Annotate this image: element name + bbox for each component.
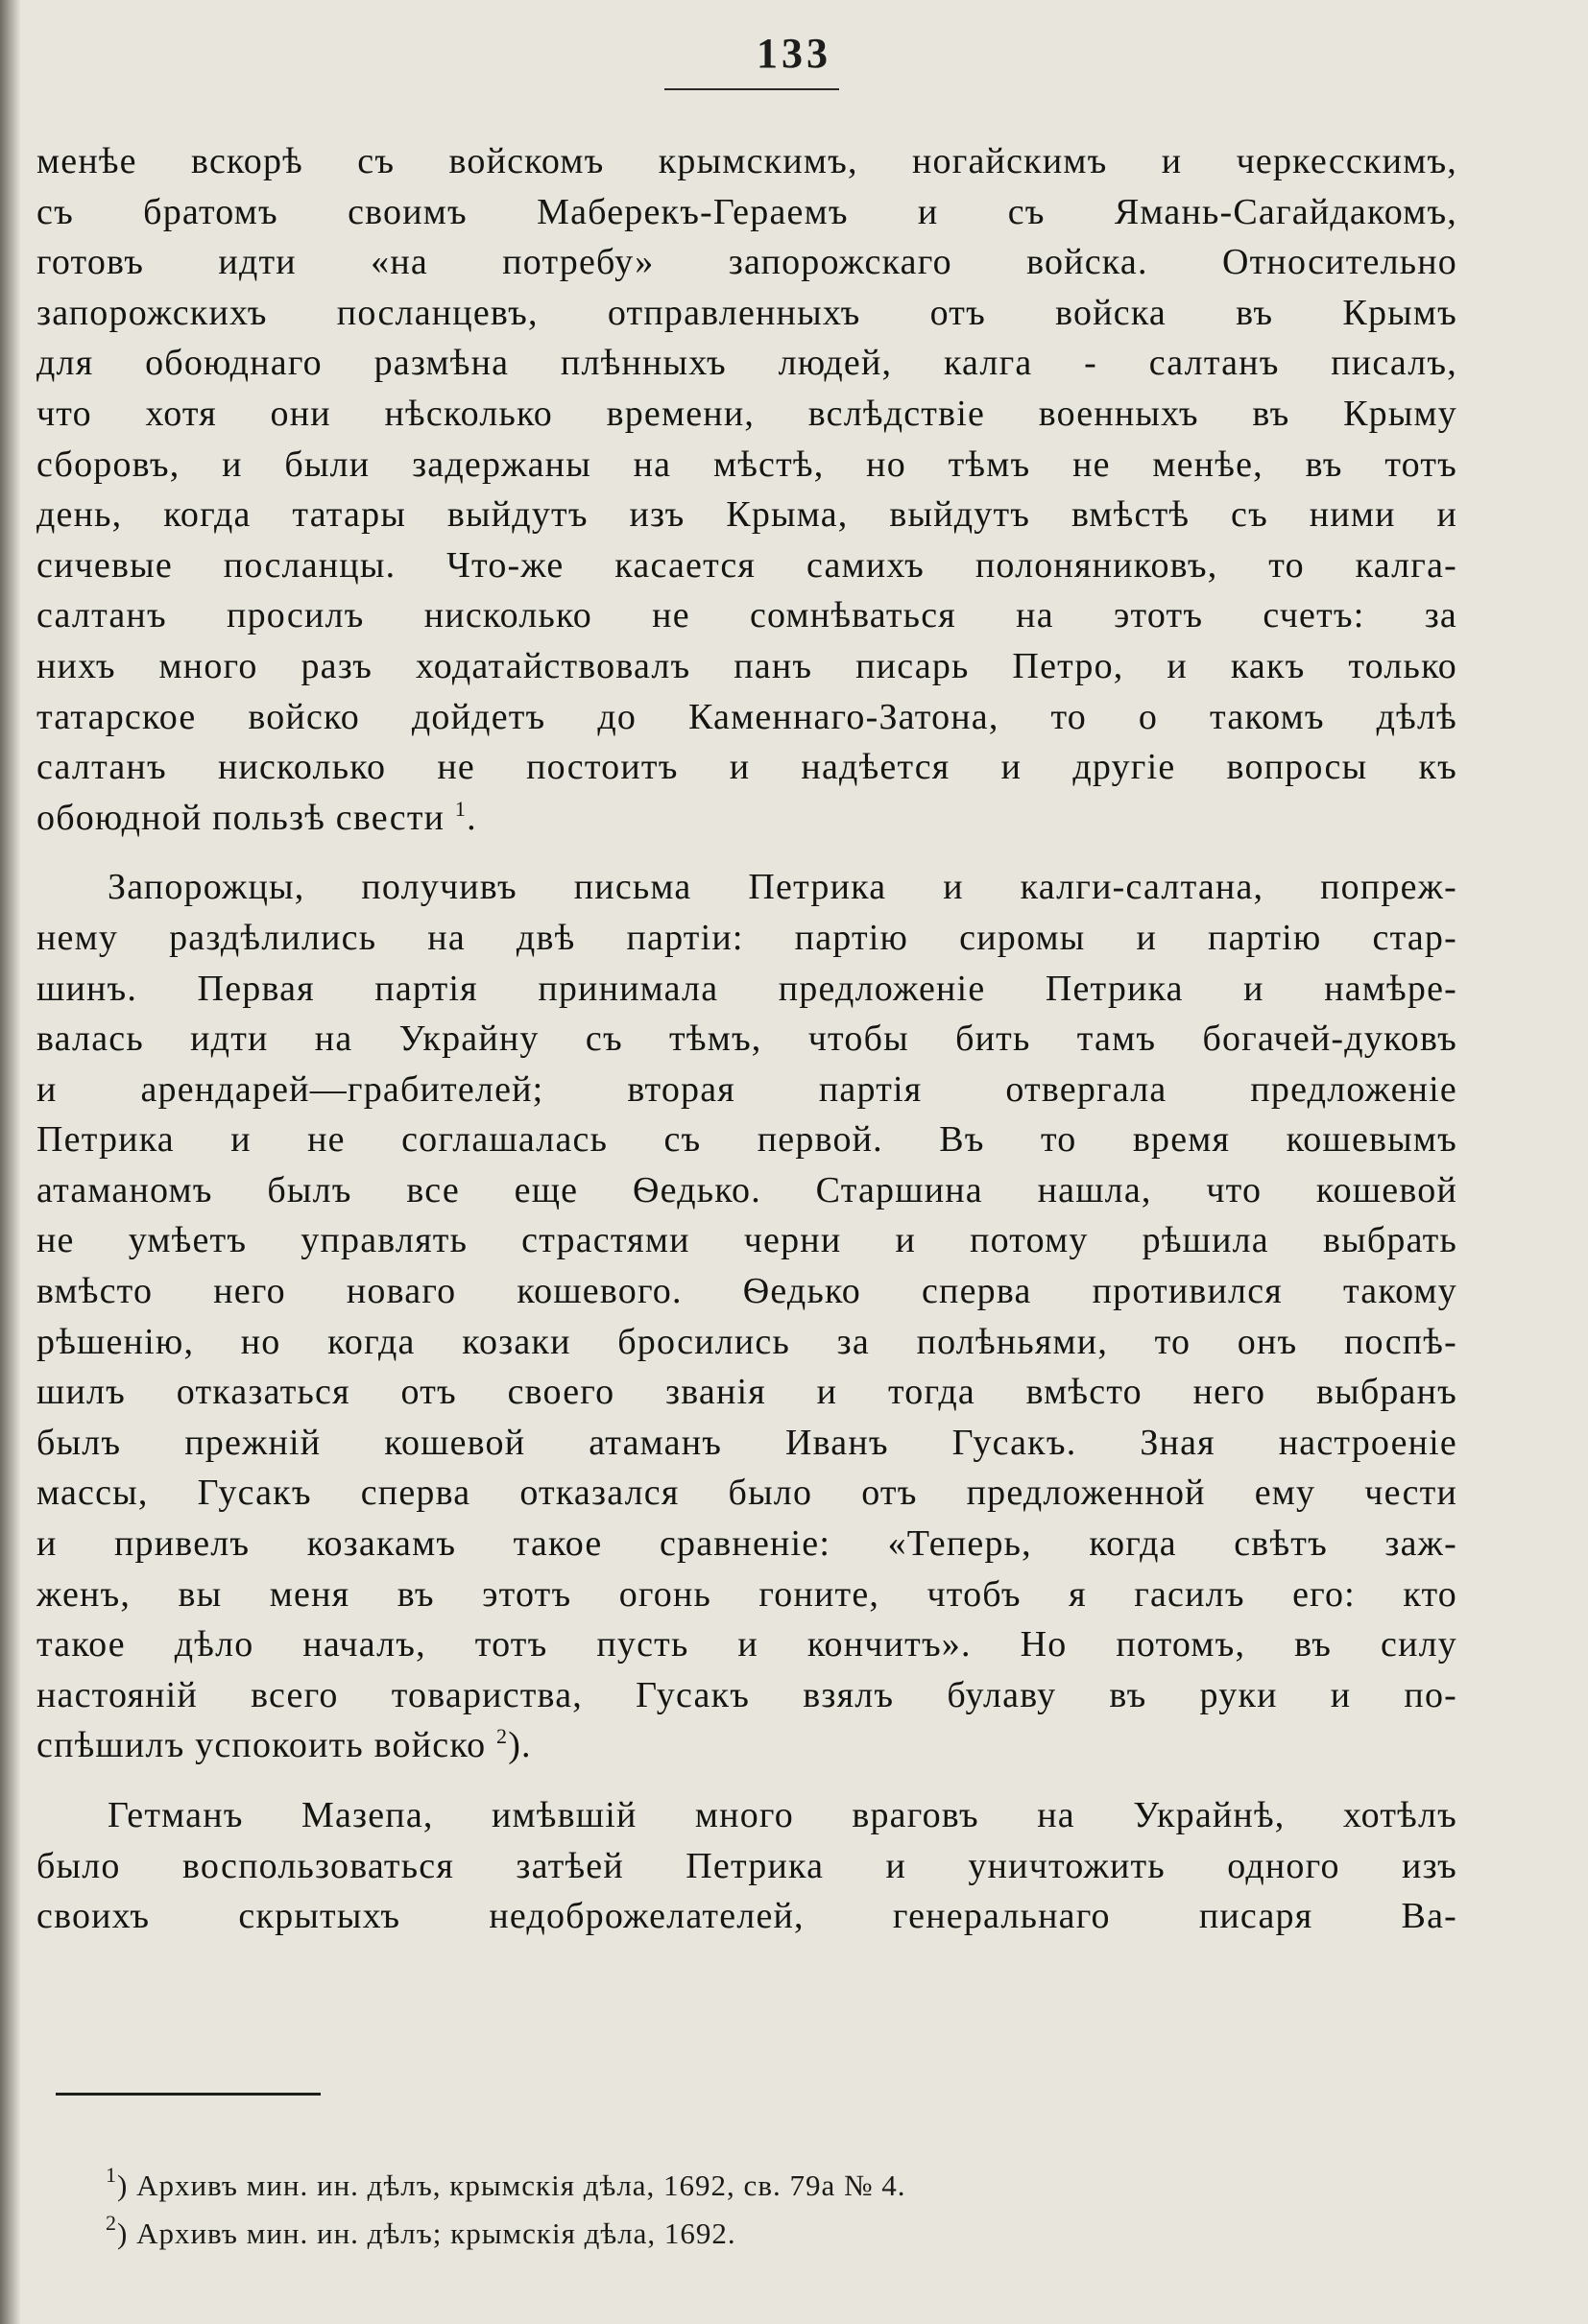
text-line: вмѣсто него новаго кошевого. Ѳедько сперва противился такому xyxy=(36,1271,1457,1312)
text-line-content: спѣшилъ успокоить войско xyxy=(36,1725,487,1766)
text-line: нему раздѣлились на двѣ партіи: партію сиромы и партію стар- xyxy=(36,917,1457,958)
text-line: и арендарей—грабителей; вторая партія отвергала предложеніе xyxy=(36,1068,1457,1110)
text-line: атаманомъ былъ все еще Ѳедько. Старшина нашла, что кошевой xyxy=(36,1169,1457,1210)
text-line: нихъ много разъ ходатайствовалъ панъ писарь Петро, и какъ только xyxy=(36,645,1457,686)
paragraph-gap xyxy=(36,1771,1457,1790)
text-line: женъ, вы меня въ этотъ огонь гоните, чтобъ я гасилъ его: кто xyxy=(36,1573,1457,1615)
footnote-marker: 1 xyxy=(106,2163,117,2187)
page-number-rule xyxy=(664,88,839,90)
text-line: рѣшенію, но когда козаки бросились за полѣньями, то онъ поспѣ- xyxy=(36,1321,1457,1362)
footnote-2 xyxy=(106,2210,1296,2258)
paragraph-2 xyxy=(36,862,1457,1771)
footnote-marker: 2 xyxy=(106,2211,117,2235)
text-line: салтанъ нисколько не постоитъ и надѣется и другіе вопросы къ xyxy=(36,747,1457,788)
text-line: массы, Гусакъ сперва отказался было отъ предложенной ему чести xyxy=(36,1473,1457,1514)
text-line: менѣе вскорѣ съ войскомъ крымскимъ, ногайскимъ и черкесскимъ, xyxy=(36,141,1457,181)
text-line: Петрика и не соглашалась съ первой. Въ то время кошевымъ xyxy=(36,1119,1457,1161)
text-line-last xyxy=(36,793,1457,844)
text-line: не умѣетъ управлять страстями черни и потому рѣшила выбрать xyxy=(36,1220,1457,1261)
body-text xyxy=(36,136,1457,1942)
text-line: былъ прежній кошевой атаманъ Иванъ Гусакъ. Зная настроеніе xyxy=(36,1422,1457,1463)
footnote-text: ) Архивъ мин. ин. дѣлъ; крымскія дѣла, 1692. xyxy=(117,2216,736,2250)
footnote-1 xyxy=(106,2162,1296,2210)
footnote-ref-2: 2 xyxy=(495,1724,509,1749)
footnote-rule xyxy=(56,2093,321,2096)
page-number: 133 xyxy=(757,30,831,77)
paragraph-3 xyxy=(36,1790,1457,1942)
text-line: запорожскихъ посланцевъ, отправленныхъ отъ войска въ Крымъ xyxy=(36,292,1457,333)
paragraph-gap xyxy=(36,843,1457,862)
paragraph-1 xyxy=(36,136,1457,843)
text-line: такое дѣло началъ, тотъ пусть и кончитъ». Но потомъ, въ силу xyxy=(36,1624,1457,1665)
text-line: шинъ. Первая партія принимала предложеніе Петрика и намѣре- xyxy=(36,968,1457,1009)
text-line: готовъ идти «на потребу» запорожскаго войска. Относительно xyxy=(36,242,1457,283)
binding-shadow xyxy=(0,0,21,2324)
text-line: Гетманъ Мазепа, имѣвшій много враговъ на Украйнѣ, хотѣлъ xyxy=(108,1795,1457,1835)
text-line: день, когда татары выйдутъ изъ Крыма, выйдутъ вмѣстѣ съ ними и xyxy=(36,494,1457,536)
text-line: шилъ отказаться отъ своего званія и тогда вмѣсто него выбранъ xyxy=(36,1372,1457,1413)
text-line-content: обоюдной пользѣ свести xyxy=(36,797,445,838)
text-line: валась идти на Украйну съ тѣмъ, чтобы бить тамъ богачей-дуковъ xyxy=(36,1018,1457,1060)
text-line: для обоюднаго размѣна плѣнныхъ людей, калга - салтанъ писалъ, xyxy=(36,343,1457,384)
text-line: сичевые посланцы. Что-же касается самихъ полоняниковъ, то калга- xyxy=(36,544,1457,586)
text-line: настояній всего товариства, Гусакъ взялъ булаву въ руки и по- xyxy=(36,1674,1457,1715)
text-line: татарское войско дойдетъ до Каменнаго-Затона, то о такомъ дѣлѣ xyxy=(36,696,1457,737)
text-line: что хотя они нѣсколько времени, вслѣдствіе военныхъ въ Крыму xyxy=(36,393,1457,434)
footnotes xyxy=(106,2162,1296,2258)
text-line: и привелъ козакамъ такое сравненіе: «Теперь, когда свѣтъ заж- xyxy=(36,1523,1457,1565)
text-line-last xyxy=(36,1720,1457,1771)
text-line: салтанъ просилъ нисколько не сомнѣваться на этотъ счетъ: за xyxy=(36,595,1457,636)
text-line: было воспользоваться затѣей Петрика и уничтожить одного изъ xyxy=(36,1845,1457,1886)
footnote-text: ) Архивъ мин. ин. дѣлъ, крымскія дѣла, 1692, св. 79а № 4. xyxy=(117,2168,906,2202)
text-line: своихъ скрытыхъ недоброжелателей, генеральнаго писаря Ва- xyxy=(36,1896,1457,1937)
text-line-tail: ). xyxy=(508,1725,532,1766)
footnote-ref-1: 1 xyxy=(454,796,468,821)
text-line: съ братомъ своимъ Маберекъ-Гераемъ и съ Ямань-Сагайдакомъ, xyxy=(36,191,1457,232)
text-line: Запорожцы, получивъ письма Петрика и калги-салтана, попреж- xyxy=(108,867,1457,908)
text-line-tail: . xyxy=(467,797,477,838)
text-line: сборовъ, и были задержаны на мѣстѣ, но тѣмъ не менѣе, въ тотъ xyxy=(36,443,1457,485)
